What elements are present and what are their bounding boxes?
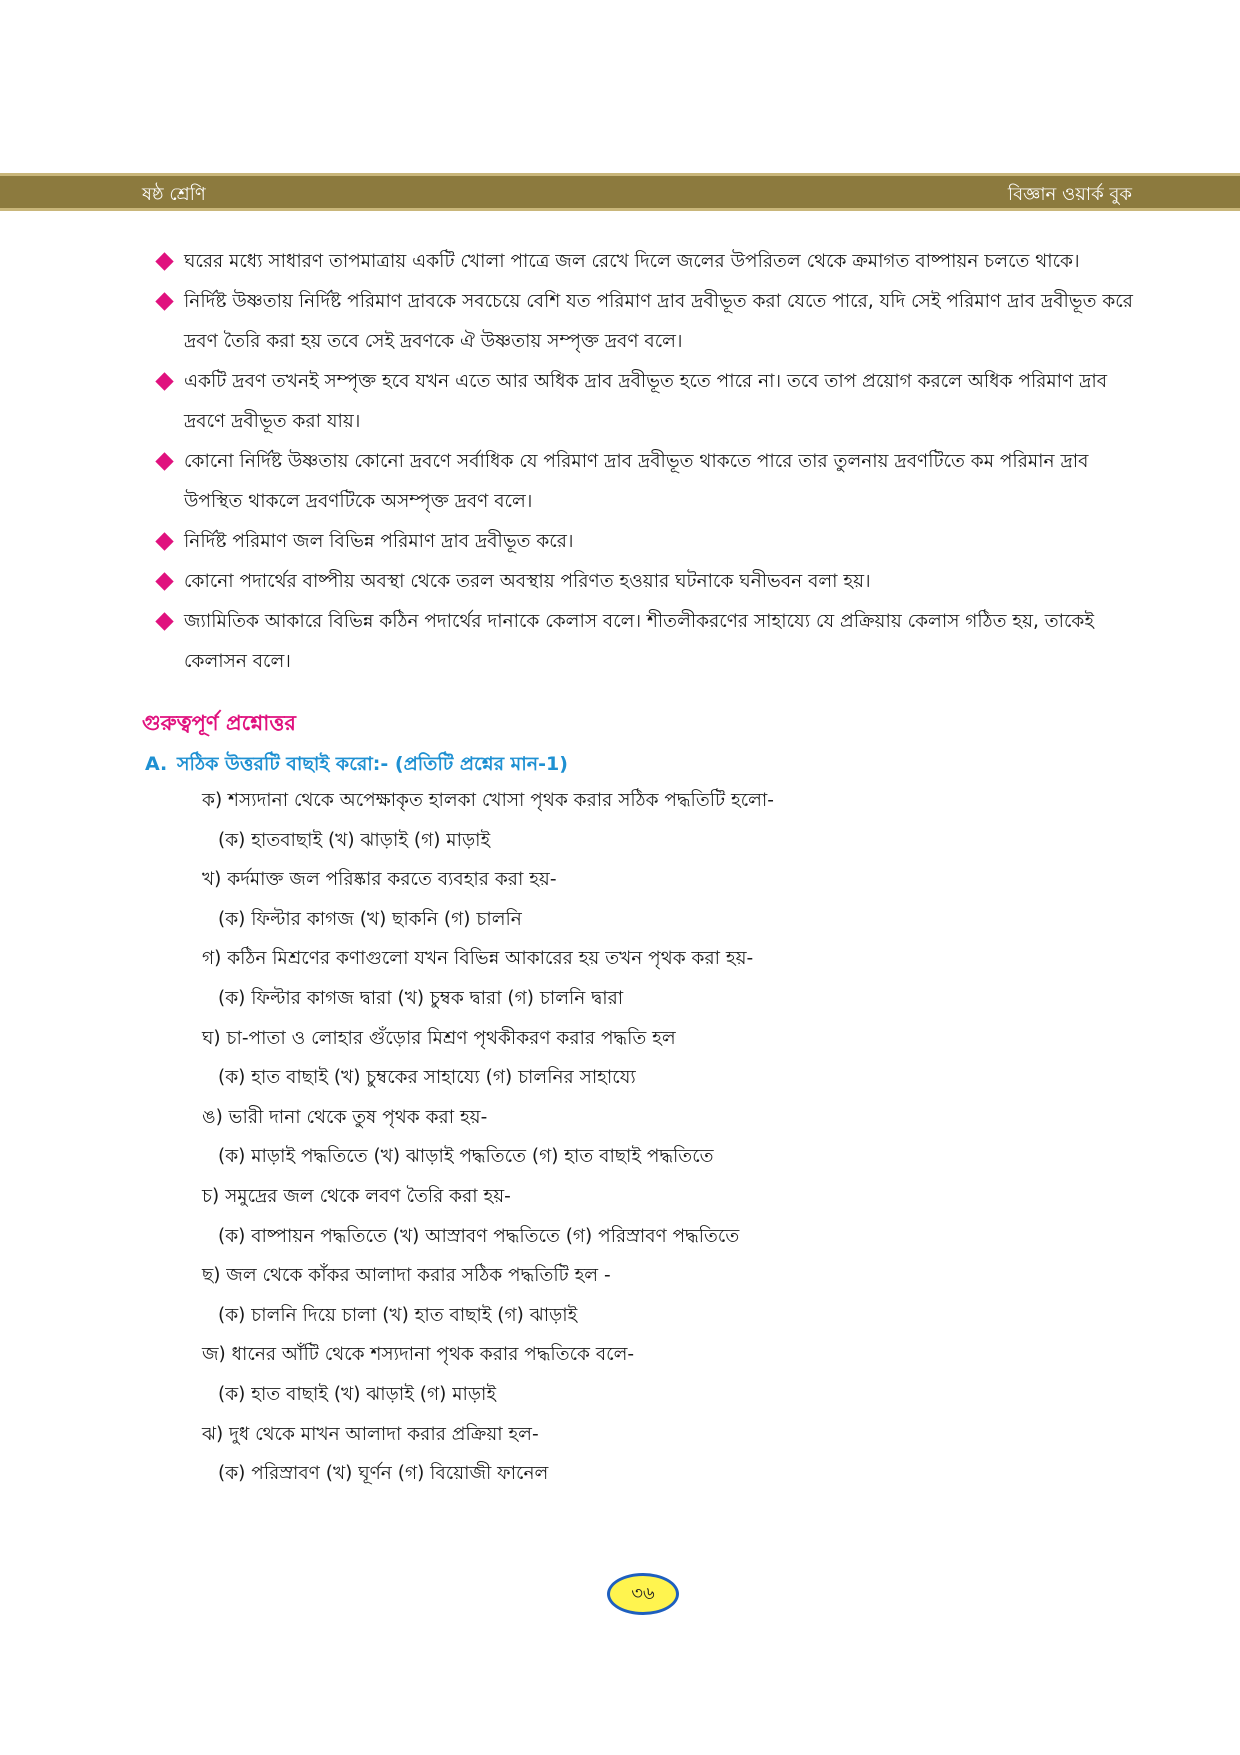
header-book-title: বিজ্ঞান ওয়ার্ক বুক <box>1007 184 1132 205</box>
mcq-question-list <box>202 781 1082 1494</box>
answer-options: (ক) বাষ্পায়ন পদ্ধতিতে (খ) আস্রাবণ পদ্ধতিতে (গ) পরিস্রাবণ পদ্ধতিতে <box>218 1225 740 1247</box>
answer-options: (ক) হাতবাছাই (খ) ঝাড়াই (গ) মাড়াই <box>218 829 491 851</box>
summary-bullet <box>150 522 1140 562</box>
answer-options: (ক) ফিল্টার কাগজ দ্বারা (খ) চুম্বক দ্বারা (গ) চালনি দ্বারা <box>218 987 624 1009</box>
diamond-bullet-icon <box>155 452 173 470</box>
summary-bullet <box>150 562 1140 602</box>
question-text: ঘ) চা-পাতা ও লোহার গুঁড়োর মিশ্রণ পৃথকীকরণ করার পদ্ধতি হল <box>202 1027 676 1049</box>
answer-options: (ক) মাড়াই পদ্ধতিতে (খ) ঝাড়াই পদ্ধতিতে (গ) হাত বাছাই পদ্ধতিতে <box>218 1146 714 1168</box>
bullet-text: নির্দিষ্ট উষ্ণতায় নির্দিষ্ট পরিমাণ দ্রাবকে সবচেয়ে বেশি যত পরিমাণ দ্রাব দ্রবীভূত করা যেতে পারে, যদি সেই পরিমাণ দ্রাব দ্রবীভূত করে দ্রবণ তৈরি করা হয় তবে সেই দ্রবণকে ঐ উষ্ণতায় সম্পৃক্ত দ্রবণ বলে। <box>184 291 1133 352</box>
answer-options: (ক) হাত বাছাই (খ) চুম্বকের সাহায্যে (গ) চালনির সাহায্যে <box>218 1067 636 1089</box>
diamond-bullet-icon <box>155 612 173 630</box>
answer-options: (ক) হাত বাছাই (খ) ঝাড়াই (গ) মাড়াই <box>218 1383 497 1405</box>
sub-heading-letter: A. <box>145 753 168 775</box>
bullet-text: জ্যামিতিক আকারে বিভিন্ন কঠিন পদার্থের দানাকে কেলাস বলে। শীতলীকরণের সাহায্যে যে প্রক্রিয়ায় কেলাস গঠিত হয়, তাকেই কেলাসন বলে। <box>184 611 1094 672</box>
answer-options: (ক) পরিস্রাবণ (খ) ঘূর্ণন (গ) বিয়োজী ফানেল <box>218 1463 549 1485</box>
diamond-bullet-icon <box>155 292 173 310</box>
diamond-bullet-icon <box>155 572 173 590</box>
question-text: চ) সমুদ্রের জল থেকে লবণ তৈরি করা হয়- <box>202 1185 511 1207</box>
mcq-sub-heading <box>145 750 568 782</box>
question-text: ক) শস্যদানা থেকে অপেক্ষাকৃত হালকা খোসা পৃথক করার সঠিক পদ্ধতিটি হলো- <box>202 790 774 811</box>
question-text: খ) কর্দমাক্ত জল পরিষ্কার করতে ব্যবহার করা হয়- <box>202 869 557 891</box>
answer-options: (ক) ফিল্টার কাগজ (খ) ছাকনি (গ) চালনি <box>218 908 522 930</box>
summary-bullet <box>150 242 1140 282</box>
diamond-bullet-icon <box>155 372 173 390</box>
bullet-text: একটি দ্রবণ তখনই সম্পৃক্ত হবে যখন এতে আর অধিক দ্রাব দ্রবীভূত হতে পারে না। তবে তাপ প্রয়োগ করলে অধিক পরিমাণ দ্রাব দ্রবণে দ্রবীভূত করা যায়। <box>184 371 1108 432</box>
header-class-label: ষষ্ঠ শ্রেণি <box>142 184 206 205</box>
page-header-bar <box>0 173 1240 211</box>
question-text: জ) ধানের আঁটি থেকে শস্যদানা পৃথক করার পদ্ধতিকে বলে- <box>202 1344 635 1366</box>
sub-heading-text: সঠিক উত্তরটি বাছাই করো:- (প্রতিটি প্রশ্নের মান-1) <box>177 753 568 775</box>
bullet-text: ঘরের মধ্যে সাধারণ তাপমাত্রায় একটি খোলা পাত্রে জল রেখে দিলে জলের উপরিতল থেকে ক্রমাগত বাষ্পায়ন চলতে থাকে। <box>184 251 1080 272</box>
diamond-bullet-icon <box>155 532 173 550</box>
summary-bullet <box>150 442 1140 522</box>
section-title: গুরুত্বপূর্ণ প্রশ্নোত্তর <box>142 711 296 735</box>
diamond-bullet-icon <box>155 252 173 270</box>
question-text: ছ) জল থেকে কাঁকর আলাদা করার সঠিক পদ্ধতিটি হল - <box>202 1265 611 1287</box>
bullet-text: নির্দিষ্ট পরিমাণ জল বিভিন্ন পরিমাণ দ্রাব দ্রবীভূত করে। <box>184 531 574 552</box>
bullet-text: কোনো নির্দিষ্ট উষ্ণতায় কোনো দ্রবণে সর্বাধিক যে পরিমাণ দ্রাব দ্রবীভূত থাকতে পারে তার তুলনায় দ্রবণটিতে কম পরিমান দ্রাব উপস্থিত থাকলে দ্রবণটিকে অসম্পৃক্ত দ্রবণ বলে। <box>184 451 1089 512</box>
bullet-text: কোনো পদার্থের বাষ্পীয় অবস্থা থেকে তরল অবস্থায় পরিণত হওয়ার ঘটনাকে ঘনীভবন বলা হয়। <box>184 571 871 592</box>
summary-bullet <box>150 602 1140 682</box>
summary-bullet-list <box>150 242 1140 682</box>
page-number: ৩৬ <box>631 1582 655 1604</box>
summary-bullet <box>150 282 1140 362</box>
question-text: গ) কঠিন মিশ্রণের কণাগুলো যখন বিভিন্ন আকারের হয় তখন পৃথক করা হয়- <box>202 948 754 970</box>
answer-options: (ক) চালনি দিয়ে চালা (খ) হাত বাছাই (গ) ঝাড়াই <box>218 1304 578 1326</box>
question-text: ঙ) ভারী দানা থেকে তুষ পৃথক করা হয়- <box>202 1106 488 1128</box>
page-number-badge <box>607 1573 679 1615</box>
question-text: ঝ) দুধ থেকে মাখন আলাদা করার প্রক্রিয়া হল- <box>202 1423 539 1445</box>
summary-bullet <box>150 362 1140 442</box>
